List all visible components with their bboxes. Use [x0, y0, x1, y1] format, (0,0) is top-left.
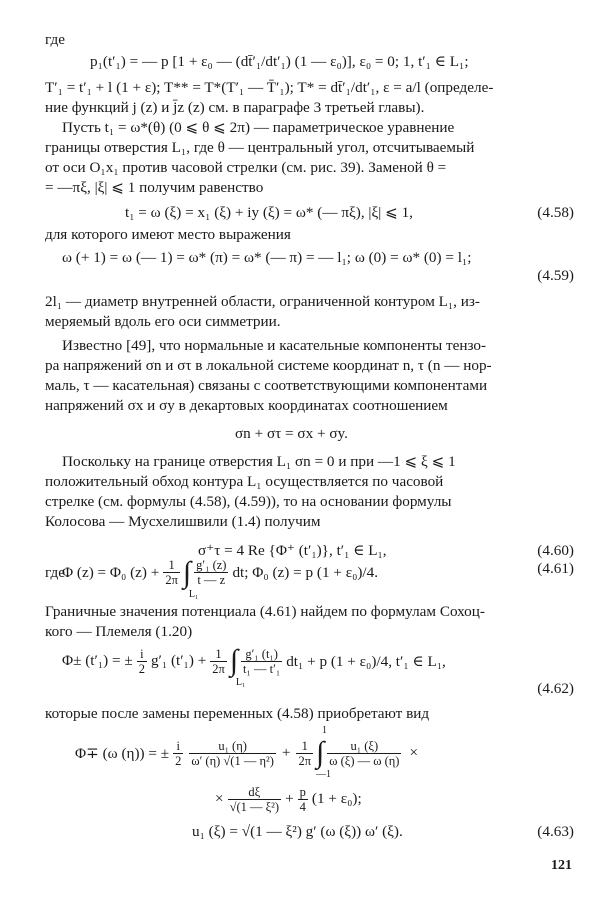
numerator: 1	[163, 558, 180, 573]
text-line: где	[45, 31, 65, 48]
denominator: 2	[138, 661, 145, 676]
text-line: положительный обход контура L₁ осуществляется по часовой	[45, 473, 444, 490]
fraction	[298, 785, 308, 814]
formula-4-61	[62, 545, 378, 600]
text-line: ра напряжений σn и στ в локальной системе координат n, τ (n — нор-	[45, 357, 492, 374]
fraction	[296, 739, 313, 768]
formula-u1: u₁ (ξ) = √(1 — ξ²) g′ (ω (ξ)) ω′ (ξ).	[192, 823, 403, 840]
denominator: ω (ξ) — ω (η)	[329, 753, 400, 768]
text-line: от оси O₁x₁ против часовой стрелки (см. рис. 39). Заменой θ =	[45, 159, 447, 176]
denominator: 4	[299, 799, 306, 814]
integral-lower-limit: L₁	[188, 588, 199, 600]
numerator: i	[173, 739, 183, 754]
fraction	[137, 647, 147, 676]
formula-4-59: ω (+ 1) = ω (— 1) = ω* (π) = ω* (— π) = — l₁; ω (0) = ω* (0) = l₁;	[62, 249, 472, 266]
text-line: стрелке (см. формулы (4.58), (4.59)), то на основании формулы	[45, 493, 452, 510]
text-line: меряемый вдоль его оси симметрии.	[45, 313, 281, 330]
integral-sign: 1 ∫ —1	[316, 725, 332, 780]
integral-lower-limit: L₁	[235, 677, 246, 688]
formula-p1: p₁(t′₁) = — p [1 + ε₀ — (dt̄′₁/dt′₁) (1 — ε₀)], ε₀ = 0; 1, t′₁ ∈ L₁;	[90, 53, 469, 70]
formula-4-58: t₁ = ω (ξ) = x₁ (ξ) + iy (ξ) = ω* (— πξ), |ξ| ⩽ 1,	[125, 204, 413, 221]
denominator: 2π	[165, 573, 178, 587]
text-line: напряжений σx и σy в декартовых координатах соотношением	[45, 397, 448, 414]
numerator: g′₁ (z)	[196, 558, 227, 572]
text-line: 2l₁ — диаметр внутренней области, ограниченной контуром L₁, из-	[45, 293, 480, 310]
formula-4-63-line1	[75, 725, 419, 780]
denominator: 2π	[212, 661, 225, 676]
fraction	[189, 739, 276, 768]
formula-part: Φ∓ (ω (η)) = ±	[75, 744, 170, 762]
equation-number: (4.61)	[537, 560, 574, 577]
text-line: где	[45, 564, 65, 581]
formula-part: dt; Φ₀ (z) = p (1 + ε₀)/4.	[232, 563, 379, 581]
formula-T: T′₁ = t′₁ + l (1 + ε); T** = T*(T′₁ — T̄′₁); T* = dt̄′₁/dt′₁, ε = a/l (определе-	[45, 79, 494, 96]
text-line: Граничные значения потенциала (4.61) найдем по формулам Сохоц-	[45, 603, 485, 620]
equation-number: (4.63)	[537, 823, 574, 840]
integral-upper-limit: 1	[322, 725, 328, 736]
formula-4-63-line2	[215, 782, 362, 816]
denominator: t₁ — t′₁	[243, 661, 281, 676]
numerator: dξ	[228, 785, 282, 800]
formula-part: dt₁ + p (1 + ε₀)/4, t′₁ ∈ L₁,	[286, 652, 446, 670]
text-line: которые после замены переменных (4.58) приобретают вид	[45, 705, 430, 722]
text-line: кого — Племеля (1.20)	[45, 623, 193, 640]
numerator: 1	[296, 739, 313, 754]
text-line: границы отверстия L₁, где θ — центральный угол, отсчитываемый	[45, 139, 475, 156]
denominator: 2	[175, 753, 182, 768]
equation-number: (4.59)	[537, 267, 574, 284]
plus-sign: +	[285, 790, 294, 807]
integral-sign: ∫ L₁	[229, 644, 246, 688]
text-line: маль, τ — касательная) связаны с соответствующими компонентами	[45, 377, 488, 394]
formula-part: g′₁ (t′₁) +	[150, 652, 207, 669]
numerator: i	[137, 647, 147, 662]
fraction	[194, 558, 228, 587]
integral-lower-limit: —1	[316, 769, 332, 780]
text-line: ние функций j (z) и j̄z (z) см. в параграфе 3 третьей главы).	[45, 99, 425, 116]
plus-sign: +	[281, 744, 291, 761]
formula-4-60: σ⁺τ = 4 Re {Φ⁺ (t′₁)}, t′₁ ∈ L₁,	[198, 542, 387, 559]
text-line: = —πξ, |ξ| ⩽ 1 получим равенство	[45, 179, 264, 196]
numerator: g′₁ (t₁)	[241, 647, 282, 662]
text-line: Поскольку на границе отверстия L₁ σn = 0 и при —1 ⩽ ξ ⩽ 1	[62, 453, 456, 470]
denominator: 2π	[298, 753, 312, 768]
numerator: u₁ (ξ)	[327, 739, 401, 754]
equation-number: (4.60)	[537, 542, 574, 559]
numerator: p	[299, 784, 306, 799]
fraction	[163, 558, 180, 587]
formula-part: ×	[215, 790, 224, 807]
fraction	[210, 647, 227, 676]
text-line: для которого имеют место выражения	[45, 226, 291, 243]
formula-part: ×	[409, 744, 419, 761]
denominator: √(1 — ξ²)	[229, 799, 280, 814]
text-line: Колосова — Мусхелишвили (1.4) получим	[45, 513, 321, 530]
equation-number: (4.58)	[537, 204, 574, 221]
fraction	[327, 739, 401, 768]
numerator: 1	[210, 647, 227, 662]
page-number: 121	[551, 858, 572, 873]
formula-stress-sum: σn + στ = σx + σy.	[235, 425, 348, 442]
fraction	[228, 785, 282, 814]
text-line: Известно [49], что нормальные и касательные компоненты тензо-	[62, 337, 487, 354]
equation-number: (4.62)	[537, 680, 574, 697]
fraction	[241, 647, 282, 676]
fraction	[173, 739, 183, 768]
denominator: t — z	[197, 573, 226, 587]
denominator: ω′ (η) √(1 — η²)	[191, 753, 274, 768]
text-line: Пусть t₁ = ω*(θ) (0 ⩽ θ ⩽ 2π) — параметрическое уравнение	[62, 119, 455, 136]
formula-4-62	[62, 636, 446, 686]
formula-part: Φ (z) = Φ₀ (z) +	[62, 563, 160, 581]
integral-sign: ∫ L₁	[182, 555, 199, 600]
numerator: u₁ (η)	[189, 739, 276, 754]
formula-part: Φ± (t′₁) = ±	[62, 652, 133, 669]
formula-part: (1 + ε₀);	[311, 790, 362, 807]
